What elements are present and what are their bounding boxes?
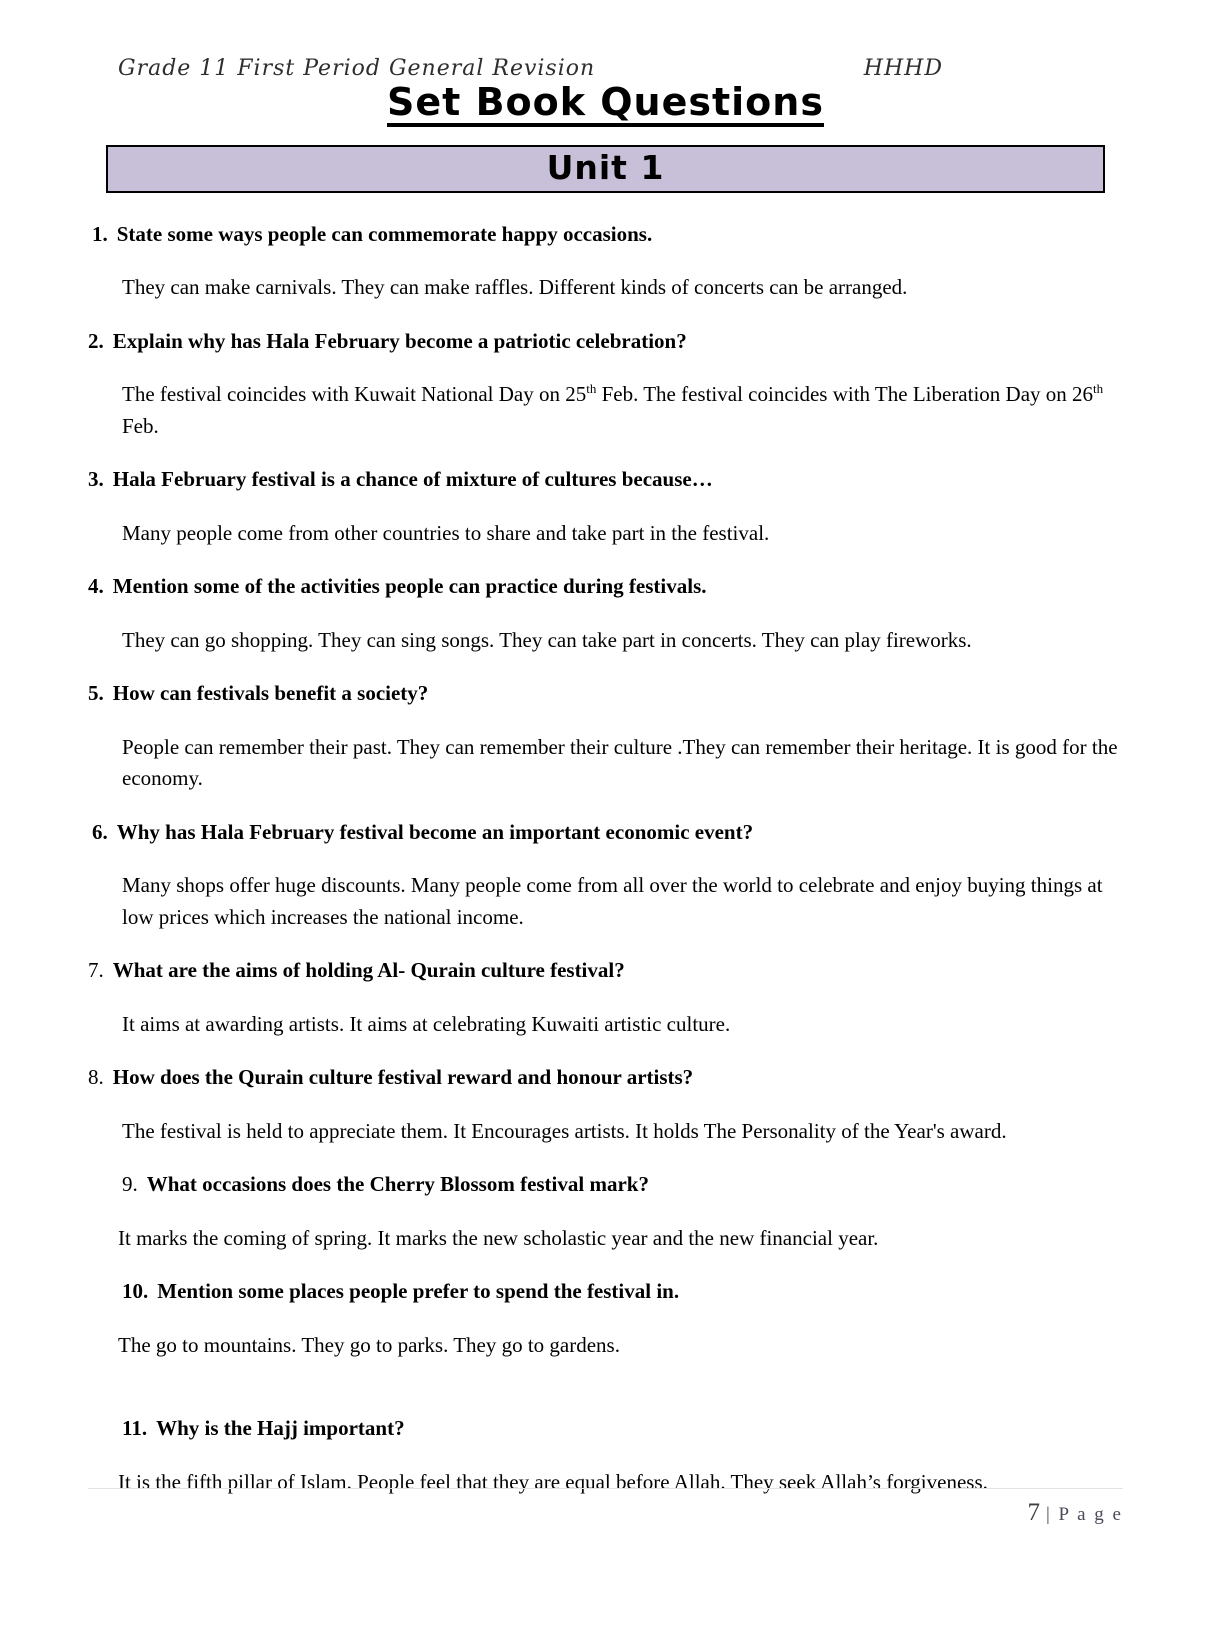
footer-page-label: | P a g e: [1045, 1504, 1123, 1525]
question-4: [88, 571, 1123, 603]
qa-block: [88, 1169, 1123, 1254]
answer-7: It aims at awarding artists. It aims at celebrating Kuwaiti artistic culture.: [122, 1011, 731, 1036]
question-number: 2.: [88, 328, 104, 353]
question-3: [88, 464, 1123, 496]
answer-10: The go to mountains. They go to parks. They go to gardens.: [118, 1332, 620, 1357]
ordinal-suffix: th: [1093, 381, 1104, 397]
question-7: [88, 955, 1123, 987]
question-text: Why has Hala February festival become an important economic event?: [116, 819, 754, 844]
unit-banner-label: Unit 1: [546, 147, 665, 187]
question-text: Why is the Hajj important?: [156, 1416, 405, 1441]
question-10: [122, 1276, 1123, 1308]
qa-block: [88, 1276, 1123, 1361]
qa-block: [88, 817, 1123, 934]
qa-block: [88, 219, 1123, 304]
header-right-text: HHHD: [863, 56, 943, 81]
question-8: [88, 1062, 1123, 1094]
answer-4: They can go shopping. They can sing songs. They can take part in concerts. They can play fireworks.: [122, 627, 972, 652]
answer-8: The festival is held to appreciate them. It Encourages artists. It holds The Personality of the Year's award.: [122, 1118, 1007, 1143]
title-container: [88, 80, 1123, 127]
answer-text-part: Feb.: [122, 413, 159, 438]
question-number: 10.: [122, 1279, 149, 1304]
question-number: 4.: [88, 574, 104, 599]
page-title: Set Book Questions: [387, 83, 824, 127]
question-text: Hala February festival is a chance of mixture of cultures because…: [112, 467, 713, 492]
question-number: 3.: [88, 467, 104, 492]
qa-block: [88, 1062, 1123, 1147]
question-number: 9.: [122, 1172, 138, 1197]
question-text: How does the Qurain culture festival reward and honour artists?: [112, 1065, 694, 1090]
header-left-text: Grade 11 First Period General Revision: [118, 56, 596, 81]
answer-11: It is the fifth pillar of Islam. People feel that they are equal before Allah. They seek Allah’s forgiveness.: [118, 1469, 988, 1494]
answer-3: Many people come from other countries to share and take part in the festival.: [122, 520, 770, 545]
answer-text-part: Feb. The festival coincides with The Liberation Day on 26: [596, 382, 1094, 407]
question-2: [88, 326, 1123, 358]
question-text: State some ways people can commemorate happy occasions.: [116, 221, 653, 246]
question-5: [88, 678, 1123, 710]
page-footer: [88, 1488, 1123, 1527]
answer-1: They can make carnivals. They can make raffles. Different kinds of concerts can be arranged.: [122, 275, 908, 300]
question-text: Mention some places people prefer to spend the festival in.: [157, 1279, 680, 1304]
qa-block: [88, 326, 1123, 443]
question-text: How can festivals benefit a society?: [112, 681, 429, 706]
question-number: 5.: [88, 681, 104, 706]
question-11: [122, 1413, 1123, 1445]
question-number: 7.: [88, 958, 104, 983]
question-number: 6.: [92, 819, 108, 844]
unit-banner: [106, 145, 1105, 193]
question-number: 8.: [88, 1065, 104, 1090]
page-header: [88, 56, 1123, 81]
vertical-spacer: [88, 1383, 1123, 1413]
question-text: Explain why has Hala February become a patriotic celebration?: [112, 328, 687, 353]
question-number: 1.: [92, 221, 108, 246]
answer-2: [122, 379, 1123, 442]
answer-5: People can remember their past. They can remember their culture .They can remember their heritage. It is good for the economy.: [122, 734, 1118, 791]
ordinal-suffix: th: [586, 381, 597, 397]
footer-page-number: 7: [1027, 1499, 1040, 1526]
question-6: [92, 817, 1123, 849]
qa-block: [88, 464, 1123, 549]
question-number: 11.: [122, 1416, 148, 1441]
questions-area: [88, 219, 1123, 1499]
answer-6: Many shops offer huge discounts. Many people come from all over the world to celebrate and enjoy buying things at low prices which increases the national income.: [122, 873, 1103, 929]
question-9: [122, 1169, 1123, 1201]
question-text: What occasions does the Cherry Blossom festival mark?: [146, 1172, 649, 1197]
question-1: [92, 219, 1123, 251]
question-text: What are the aims of holding Al- Qurain culture festival?: [112, 958, 625, 983]
qa-block: [88, 571, 1123, 656]
qa-block: [88, 678, 1123, 795]
qa-block: [88, 955, 1123, 1040]
answer-9: It marks the coming of spring. It marks the new scholastic year and the new financial year.: [118, 1225, 879, 1250]
question-text: Mention some of the activities people can practice during festivals.: [112, 574, 707, 599]
answer-text-part: The festival coincides with Kuwait National Day on 25: [122, 382, 587, 407]
qa-block: [88, 1413, 1123, 1498]
